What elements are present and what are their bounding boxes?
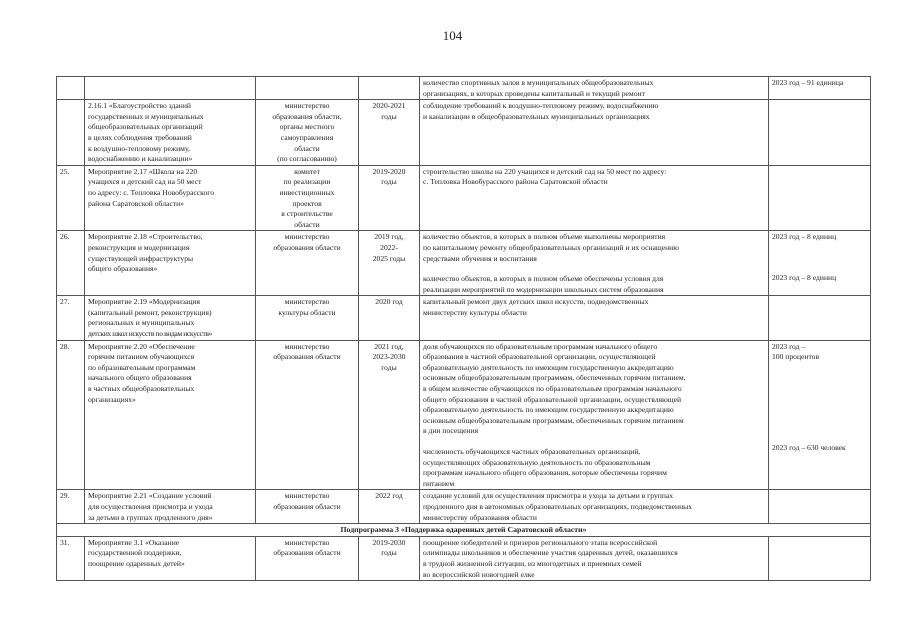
organization-cell: комитет по реализации инвестиционных проектов в строительстве области: [256, 165, 359, 231]
table-row: [57, 100, 871, 166]
event-cell: Мероприятие 2.18 «Строительство, реконструкция и модернизация существующей инфраструктуры общего образования»: [85, 231, 256, 296]
event-cell: [85, 77, 256, 100]
organization-cell: министерство образования области: [256, 340, 359, 490]
event-cell: Мероприятие 3.1 «Оказание государственной поддержки, поощрение одаренных детей»: [85, 536, 256, 580]
event-cell: Мероприятие 2.19 «Модернизация (капитальный ремонт, реконструкция) региональных и муниципальных детских школ искусств по видам искусств»: [85, 296, 256, 340]
subprogram-heading-row: [57, 524, 871, 537]
table-row: [57, 340, 871, 490]
period-cell: 2019 год, 2022- 2025 годы: [359, 231, 420, 296]
organization-cell: министерство образования области: [256, 536, 359, 580]
event-cell: Мероприятие 2.21 «Создание условий для осуществления присмотра и ухода за детьми в группах продленного дня»: [85, 490, 256, 524]
row-number-cell: 25.: [57, 165, 85, 231]
row-number-cell: 29.: [57, 490, 85, 524]
table-row: [57, 296, 871, 340]
result-cell: 2023 год – 100 процентов 2023 год – 630 человек: [769, 340, 871, 490]
organization-cell: министерство образования области: [256, 490, 359, 524]
indicator-cell: капитальный ремонт двух детских школ искусств, подведомственных министерству культуры области: [420, 296, 769, 340]
period-cell: 2021 год, 2023-2030 годы: [359, 340, 420, 490]
period-cell: 2020 год: [359, 296, 420, 340]
indicator-cell: соблюдение требований к воздушно-тепловому режиму, водоснабжению и канализации в общеобразовательных муниципальных организациях: [420, 100, 769, 166]
row-number-cell: [57, 77, 85, 100]
organization-cell: [256, 77, 359, 100]
indicator-cell: количество объектов, в которых в полном объеме выполнены мероприятия по капитальному ремонту общеобразовательных организаций и их оснащению средствами обучения и воспитания количество объектов, в которых в полном объеме обеспечены условия для реализации мероприятий по модернизации школьных систем образования: [420, 231, 769, 296]
period-cell: 2020-2021 годы: [359, 100, 420, 166]
result-cell: [769, 536, 871, 580]
indicator-cell: строительство школы на 220 учащихся и детский сад на 50 мест по адресу: с. Тепловка Новобурасского района Саратовской области: [420, 165, 769, 231]
period-cell: [359, 77, 420, 100]
result-cell: [769, 296, 871, 340]
row-number-cell: 31.: [57, 536, 85, 580]
event-cell: Мероприятие 2.20 «Обеспечение горячим питанием обучающихся по образовательным программам начального общего образования в частных общеобразовательных организациях»: [85, 340, 256, 490]
page-number: 104: [442, 28, 463, 43]
table-row: [57, 231, 871, 296]
result-cell: [769, 165, 871, 231]
organization-cell: министерство образования области: [256, 231, 359, 296]
indicator-cell: создание условий для осуществления присмотра и ухода за детьми в группах продленного дня в автономных образовательных организациях, подведомственных министерству образования области: [420, 490, 769, 524]
row-number-cell: 28.: [57, 340, 85, 490]
event-cell: 2.16.1 «Благоустройство зданий государственных и муниципальных общеобразовательных организаций в целях соблюдения требований к воздушно-тепловому режиму, водоснабжению и канализации»: [85, 100, 256, 166]
organization-cell: министерство культуры области: [256, 296, 359, 340]
result-cell: [769, 100, 871, 166]
period-cell: 2022 год: [359, 490, 420, 524]
result-cell: 2023 год – 91 единица: [769, 77, 871, 100]
indicator-cell: поощрение победителей и призеров регионального этапа всероссийской олимпиады школьников и обеспечение участия одаренных детей, оказавшихся в трудной жизненной ситуации, из многодетных и приемных семей во всероссийской новогодней елке: [420, 536, 769, 580]
organization-cell: министерство образования области, органы местного самоуправления области (по согласованию): [256, 100, 359, 166]
table-row: [57, 536, 871, 580]
table-row: [57, 77, 871, 100]
indicator-cell: количество спортивных залов в муниципальных общеобразовательных организациях, в которых проведены капитальный и текущий ремонт: [420, 77, 769, 100]
measures-table: [56, 76, 871, 581]
row-number-cell: 26.: [57, 231, 85, 296]
indicator-cell: доля обучающихся по образовательным программам начального общего образования в частной образовательной организации, осуществляющей образовательную деятельность по имеющим государственную аккредитацию основным общеобразовательным программам, обеспеченных горячим питанием, в общем количестве обучающихся по образовательным программам начального общего образования в частной образовательной организации, осуществляющей образовательную деятельность по имеющим государственную аккредитацию основным общеобразовательным программам, обеспеченных горячим питанием в дни посещения численность обучающихся частных образовательных организаций, осуществляющих образовательную деятельность по образовательным программам начального общего образования, которые обеспечены горячим питанием: [420, 340, 769, 490]
result-cell: 2023 год – 8 единиц 2023 год – 8 единиц: [769, 231, 871, 296]
result-cell: [769, 490, 871, 524]
period-cell: 2019-2020 годы: [359, 165, 420, 231]
subprogram-title: Подпрограмма 3 «Поддержка одаренных детей Саратовской области»: [57, 524, 871, 537]
row-number-cell: [57, 100, 85, 166]
table-row: [57, 490, 871, 524]
event-cell: Мероприятие 2.17 «Школа на 220 учащихся и детский сад на 50 мест по адресу: с. Тепловка Новобурасского района Саратовской области»: [85, 165, 256, 231]
period-cell: 2019-2030 годы: [359, 536, 420, 580]
table-row: [57, 165, 871, 231]
row-number-cell: 27.: [57, 296, 85, 340]
